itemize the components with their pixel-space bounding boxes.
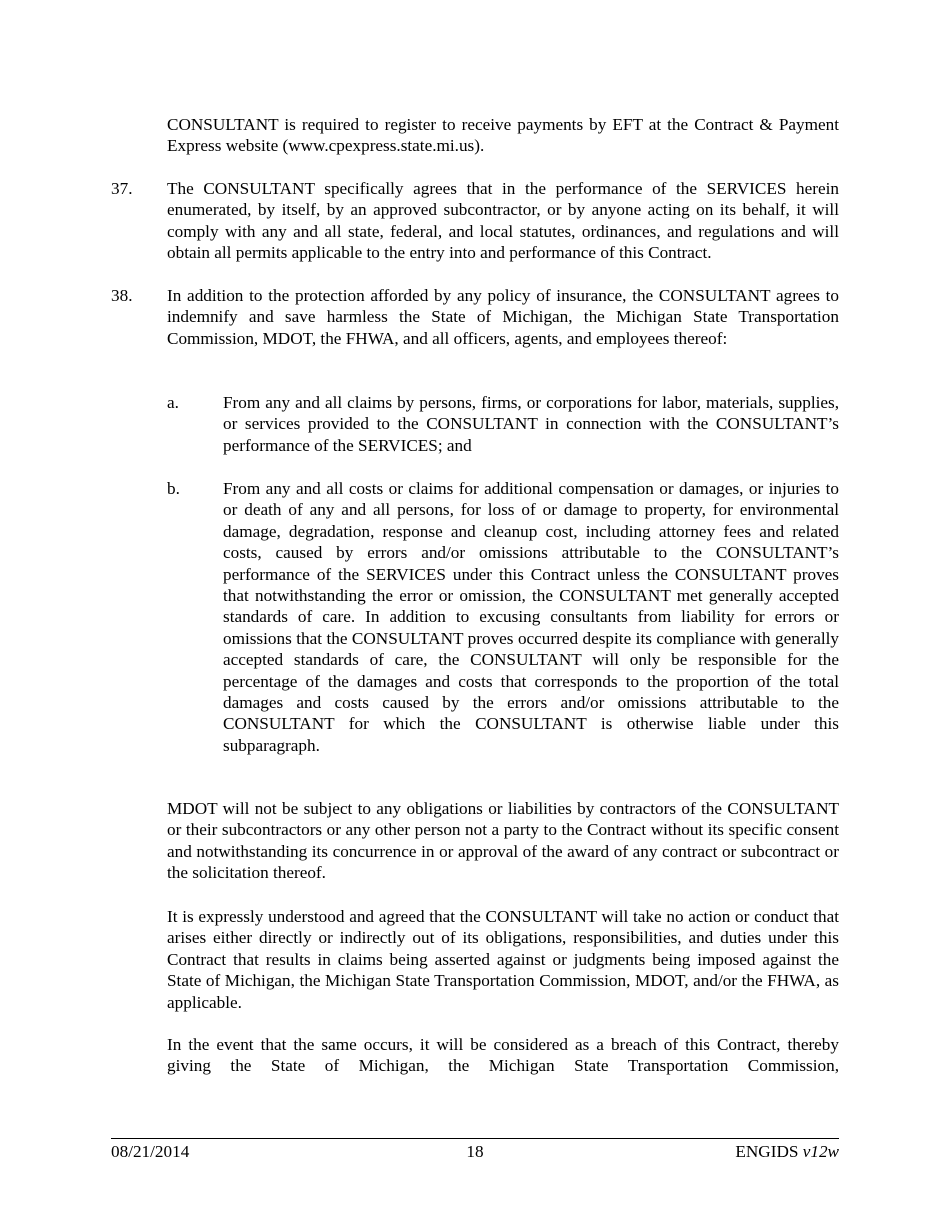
subitem-a-text: From any and all claims by persons, firms, or corporations for labor, materials, supplies, or services provided to the CONSULTANT in connection with the CONSULTANT’s performance of the SERVICES; and	[223, 393, 839, 455]
item-38-text: In addition to the protection afforded by any policy of insurance, the CONSULTANT agrees to indemnify and save harmless the State of Michigan, the Michigan State Transportation Commission, MDOT, the FHWA, and all officers, agents, and employees thereof:	[167, 286, 839, 348]
item-37-number: 37.	[111, 179, 133, 198]
footer-doc-version: v12w	[802, 1142, 839, 1161]
item-37-text: The CONSULTANT specifically agrees that in the performance of the SERVICES herein enumerated, by itself, by an approved subcontractor, or by anyone acting on its behalf, it will comply with any and all state, federal, and local statutes, ordinances, and regulations and will obtain all permits applicable to the entry into and performance of this Contract.	[167, 179, 839, 263]
footer-doc-id	[735, 1141, 839, 1162]
continuation-paragraph-mdot: MDOT will not be subject to any obligations or liabilities by contractors of the CONSULTANT or their subcontractors or any other person not a party to the Contract without its specific consent and notwithstanding its concurrence in or approval of the award of any contract or subcontract or the solicitation thereof.	[167, 799, 839, 883]
footer-page-number: 18	[466, 1142, 484, 1161]
subitem-a-letter: a.	[167, 393, 179, 412]
item-38-number: 38.	[111, 286, 133, 305]
subitem-b-text: From any and all costs or claims for additional compensation or damages, or injuries to or death of any and all persons, for loss of or damage to property, for environmental damage, degradation, response and cleanup cost, including attorney fees and related costs, caused by errors and/or omissions attributable to the CONSULTANT’s performance of the SERVICES under this Contract unless the CONSULTANT proves that notwithstanding the error or omission, the CONSULTANT met generally accepted standards of care. In addition to excusing consultants from liability for errors or omissions that the CONSULTANT proves occurred despite its compliance with generally accepted standards of care, the CONSULTANT will only be responsible for the percentage of the damages and costs that corresponds to the proportion of the total damages and costs caused by the errors and/or omissions attributable to the CONSULTANT for which the CONSULTANT is otherwise liable under this subparagraph.	[223, 479, 839, 755]
footer-divider	[111, 1138, 839, 1139]
subitem-b-letter: b.	[167, 479, 180, 498]
continuation-paragraph-breach: In the event that the same occurs, it will be considered as a breach of this Contract, thereby giving the State of Michigan, the Michigan State Transportation Commission,	[167, 1035, 839, 1076]
intro-paragraph: CONSULTANT is required to register to receive payments by EFT at the Contract & Payment Express website (www.cpexpress.state.mi.us).	[167, 115, 839, 156]
footer-doc-name: ENGIDS	[735, 1142, 803, 1161]
footer-date: 08/21/2014	[111, 1142, 190, 1161]
continuation-paragraph-understood: It is expressly understood and agreed that the CONSULTANT will take no action or conduct that arises either directly or indirectly out of its obligations, responsibilities, and duties under this Contract that results in claims being asserted against or judgments being imposed against the State of Michigan, the Michigan State Transportation Commission, MDOT, and/or the FHWA, as applicable.	[167, 907, 839, 1012]
